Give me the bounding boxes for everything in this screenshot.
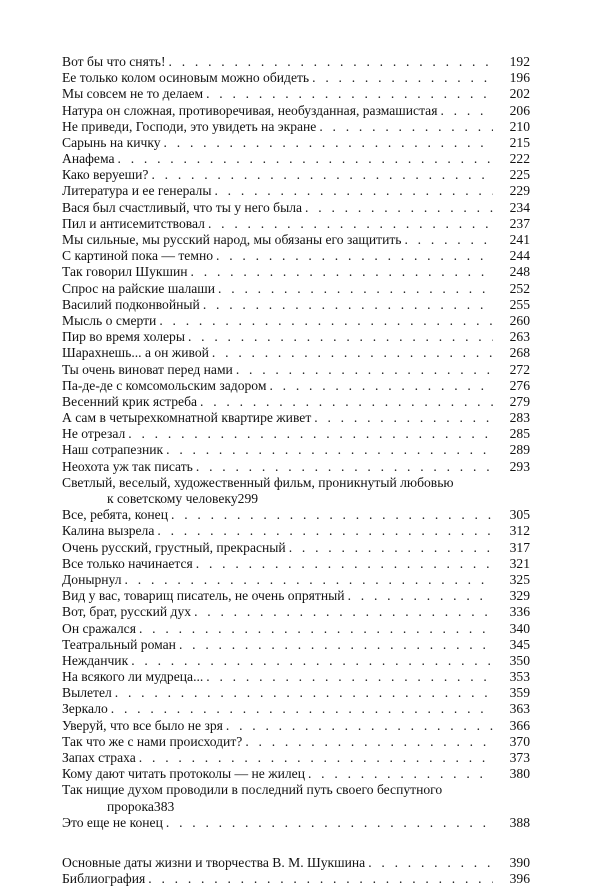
toc-leader-dots <box>245 734 493 750</box>
toc-entry-title-line1: Светлый, веселый, художественный фильм, проникнутый любовью <box>62 474 454 490</box>
toc-page-number: 237 <box>509 215 530 231</box>
toc-page-number: 260 <box>509 312 530 328</box>
toc-entry-title: Ее только колом осиновым можно обидеть <box>62 70 310 86</box>
toc-leader-dots <box>194 604 493 620</box>
toc-entry <box>62 637 530 653</box>
toc-entry <box>62 540 530 556</box>
toc-leader-dots <box>179 637 493 653</box>
toc-page-number: 283 <box>509 410 530 426</box>
toc-entry-title-line1: Так нищие духом проводили в последний путь своего беспутного <box>62 782 443 798</box>
toc-entry <box>62 750 530 766</box>
toc-page-number: 388 <box>509 814 530 830</box>
toc-entry-multiline <box>62 782 530 814</box>
toc-leader-dots <box>312 70 493 86</box>
toc-page-number: 317 <box>509 539 530 555</box>
toc-entry-title: Мы сильные, мы русский народ, мы обязаны его защитить <box>62 232 402 248</box>
toc-page-number: 225 <box>509 167 530 183</box>
toc-entry-title: Нежданчик <box>62 652 129 668</box>
toc-page-number: 252 <box>509 280 530 296</box>
toc-leader-dots <box>305 200 493 216</box>
toc-leader-dots <box>166 442 493 458</box>
toc-entry-title: Это еще не конец <box>62 814 163 830</box>
toc-entry-title: Запах страха <box>62 750 136 766</box>
toc-page-number: 353 <box>509 669 530 685</box>
toc-page-number: 241 <box>509 232 530 248</box>
toc-entry <box>62 345 530 361</box>
toc-entry <box>62 669 530 685</box>
toc-entry-title: Литература и ее генералы <box>62 183 212 199</box>
toc-leader-dots <box>191 264 493 280</box>
toc-leader-dots <box>212 345 493 361</box>
toc-page-number: 359 <box>509 685 530 701</box>
toc-entry-title: Очень русский, грустный, прекрасный <box>62 539 286 555</box>
toc-entry <box>62 572 530 588</box>
toc-leader-dots <box>128 426 493 442</box>
toc-entry-title: Театральный роман <box>62 636 176 652</box>
toc-page-number: 268 <box>509 345 530 361</box>
toc-page-number: 363 <box>509 701 530 717</box>
toc-page-number: 336 <box>509 604 530 620</box>
toc-entry <box>62 184 530 200</box>
toc-entry <box>62 426 530 442</box>
toc-entry <box>62 281 530 297</box>
toc-leader-dots <box>368 855 493 871</box>
toc-leader-dots <box>169 54 494 70</box>
toc-page-number: 222 <box>509 151 530 167</box>
toc-entry-title: Не отрезал <box>62 426 126 442</box>
toc-leader-dots <box>404 232 493 248</box>
toc-leader-dots <box>111 701 493 717</box>
toc-leader-dots <box>157 523 493 539</box>
toc-entry-title-line2: пророка <box>107 798 154 814</box>
toc-entry-title: На всякого ли мудреца... <box>62 669 204 685</box>
toc-leader-dots <box>348 588 493 604</box>
toc-entry-multiline <box>62 475 530 507</box>
toc-entry-title: Мысль о смерти <box>62 312 157 328</box>
toc-page-number: 206 <box>509 102 530 118</box>
toc-entry <box>62 216 530 232</box>
toc-leader-dots <box>206 86 493 102</box>
toc-leader-dots <box>216 248 493 264</box>
toc-entry <box>62 443 530 459</box>
toc-entry-title: Мы совсем не то делаем <box>62 86 204 102</box>
toc-entry-title: Он сражался <box>62 620 136 636</box>
toc-entry-title: Ты очень виноват перед нами <box>62 361 233 377</box>
toc-leader-dots <box>196 556 493 572</box>
toc-entry <box>62 264 530 280</box>
toc-entry-title: Како веруеши? <box>62 167 149 183</box>
toc-entry <box>62 410 530 426</box>
toc-entry <box>62 70 530 86</box>
toc-entry-title: Вот, брат, русский дух <box>62 604 192 620</box>
toc-entry-title: Вася был счастливый, что ты у него была <box>62 199 303 215</box>
toc-leader-dots <box>208 216 493 232</box>
toc-entry <box>62 248 530 264</box>
toc-entry <box>62 329 530 345</box>
toc-page-number: 312 <box>509 523 530 539</box>
toc-page-number: 202 <box>509 86 530 102</box>
toc-leader-dots <box>440 103 493 119</box>
toc-page-number: 293 <box>509 458 530 474</box>
toc-entry-title: Донырнул <box>62 571 122 587</box>
toc-entry-title: Василий подконвойный <box>62 296 200 312</box>
toc-page-number: 263 <box>509 329 530 345</box>
toc-page-number: 299 <box>237 491 259 507</box>
toc-entry-title: Уверуй, что все было не зря <box>62 717 223 733</box>
toc-entry-title: Зеркало <box>62 701 108 717</box>
toc-leader-dots <box>214 183 493 199</box>
toc-page-number: 390 <box>509 854 530 870</box>
toc-entry-title: Шарахнешь... а он живой <box>62 345 209 361</box>
toc-entry <box>62 362 530 378</box>
toc-leader-dots <box>196 459 493 475</box>
toc-leader-dots <box>218 281 493 297</box>
toc-entry-title: Весенний крик ястреба <box>62 393 198 409</box>
toc-entry <box>62 702 530 718</box>
toc-page-number: 340 <box>509 620 530 636</box>
toc-entry <box>62 86 530 102</box>
toc-entry <box>62 815 530 831</box>
toc-page-number: 366 <box>509 717 530 733</box>
toc-entry <box>62 232 530 248</box>
toc-leader-dots <box>118 151 493 167</box>
toc-leader-dots <box>166 815 493 831</box>
toc-leader-dots <box>319 119 493 135</box>
toc-leader-dots <box>314 410 493 426</box>
toc-leader-dots <box>159 313 493 329</box>
toc-leader-dots <box>269 378 493 394</box>
toc-page-number: 289 <box>509 442 530 458</box>
toc-page-number: 210 <box>509 118 530 134</box>
toc-entry <box>62 685 530 701</box>
toc-entry <box>62 588 530 604</box>
toc-page-number: 383 <box>153 798 175 814</box>
toc-leader-dots <box>139 750 493 766</box>
toc-leader-dots <box>289 540 493 556</box>
toc-entry <box>62 459 530 475</box>
toc-entry-title: С картиной пока — темно <box>62 248 214 264</box>
toc-leader-dots <box>200 394 493 410</box>
toc-leader-dots <box>131 653 493 669</box>
toc-entry-title: Неохота уж так писать <box>62 458 193 474</box>
toc-entry <box>62 718 530 734</box>
toc-page-number: 229 <box>509 183 530 199</box>
toc-entry-title: А сам в четырехкомнатной квартире живет <box>62 410 312 426</box>
toc-leader-dots <box>139 621 493 637</box>
toc-page-number: 345 <box>509 636 530 652</box>
toc-page-number: 279 <box>509 393 530 409</box>
toc-entry <box>62 119 530 135</box>
toc-leader-dots <box>151 167 493 183</box>
toc-entry-title: Все, ребята, конец <box>62 507 168 523</box>
toc-entry <box>62 200 530 216</box>
toc-entry <box>62 855 530 871</box>
toc-entry <box>62 151 530 167</box>
toc-entry <box>62 54 530 70</box>
toc-page-number: 215 <box>509 134 530 150</box>
toc-entry-title: Вид у вас, товарищ писатель, не очень опрятный <box>62 588 345 604</box>
toc-entry-title: Основные даты жизни и творчества В. М. Шукшина <box>62 854 366 870</box>
toc-entry-title: Вылетел <box>62 685 112 701</box>
toc-leader-dots <box>308 766 493 782</box>
toc-page-number: 396 <box>509 871 530 887</box>
section-gap <box>62 831 530 855</box>
toc-entry-title: Пил и антисемитствовал <box>62 215 205 231</box>
toc-entry-title: Вот бы что снять! <box>62 53 166 69</box>
toc-entry <box>62 103 530 119</box>
toc-entry <box>62 734 530 750</box>
toc-page-number: 192 <box>509 53 530 69</box>
toc-leader-dots <box>206 669 493 685</box>
toc-entry-title: Библиография <box>62 871 146 887</box>
toc-entry <box>62 523 530 539</box>
toc-entry <box>62 766 530 782</box>
toc-entry <box>62 167 530 183</box>
toc-entry <box>62 297 530 313</box>
toc-page-number: 255 <box>509 296 530 312</box>
toc-page-number: 329 <box>509 588 530 604</box>
toc-entry <box>62 556 530 572</box>
toc-page-number: 321 <box>509 555 530 571</box>
toc-page-number: 285 <box>509 426 530 442</box>
toc-entry <box>62 313 530 329</box>
toc-leader-dots <box>148 871 493 887</box>
toc-entry-title: Спрос на райские шалаши <box>62 280 216 296</box>
toc-page-number: 272 <box>509 361 530 377</box>
toc-leader-dots <box>203 297 493 313</box>
toc-leader-dots <box>188 329 493 345</box>
toc-entry-title: Наш сотрапезник <box>62 442 164 458</box>
toc-page-number: 370 <box>509 733 530 749</box>
toc-page-number: 380 <box>509 766 530 782</box>
toc-entry-title: Пир во время холеры <box>62 329 185 345</box>
toc-entry <box>62 653 530 669</box>
toc-entry <box>62 135 530 151</box>
toc-entry-title: Так что же с нами происходит? <box>62 733 243 749</box>
toc-page-number: 196 <box>509 70 530 86</box>
toc-entry-title: Анафема <box>62 151 115 167</box>
toc-entry-title: Сарынь на кичку <box>62 134 161 150</box>
toc-page-number: 248 <box>509 264 530 280</box>
toc-entry <box>62 507 530 523</box>
toc-entry-title: Кому дают читать протоколы — не жилец <box>62 766 305 782</box>
toc-page-number: 325 <box>509 571 530 587</box>
toc-entry-title: Натура он сложная, противоречивая, необузданная, размашистая <box>62 102 438 118</box>
toc-entry-title: Не приведи, Господи, это увидеть на экране <box>62 118 317 134</box>
toc-entry-title: Все только начинается <box>62 555 193 571</box>
toc-entry <box>62 394 530 410</box>
toc-leader-dots <box>171 507 493 523</box>
toc-entry-title: Калина вызрела <box>62 523 155 539</box>
toc-leader-dots <box>115 685 493 701</box>
toc-page-number: 234 <box>509 199 530 215</box>
toc-entry-title-line2: к советскому человеку <box>107 491 238 507</box>
toc-leader-dots <box>226 718 493 734</box>
toc-entry <box>62 604 530 620</box>
table-of-contents <box>62 54 530 887</box>
toc-leader-dots <box>125 572 493 588</box>
toc-leader-dots <box>164 135 493 151</box>
toc-page-number: 276 <box>509 377 530 393</box>
toc-entry-title: Па-де-де с комсомольским задором <box>62 377 267 393</box>
toc-page-number: 305 <box>509 507 530 523</box>
toc-entry <box>62 378 530 394</box>
toc-entry-title: Так говорил Шукшин <box>62 264 188 280</box>
toc-page-number: 373 <box>509 750 530 766</box>
toc-page-number: 244 <box>509 248 530 264</box>
toc-entry <box>62 871 530 887</box>
toc-entry <box>62 621 530 637</box>
toc-leader-dots <box>236 362 493 378</box>
toc-page-number: 350 <box>509 652 530 668</box>
